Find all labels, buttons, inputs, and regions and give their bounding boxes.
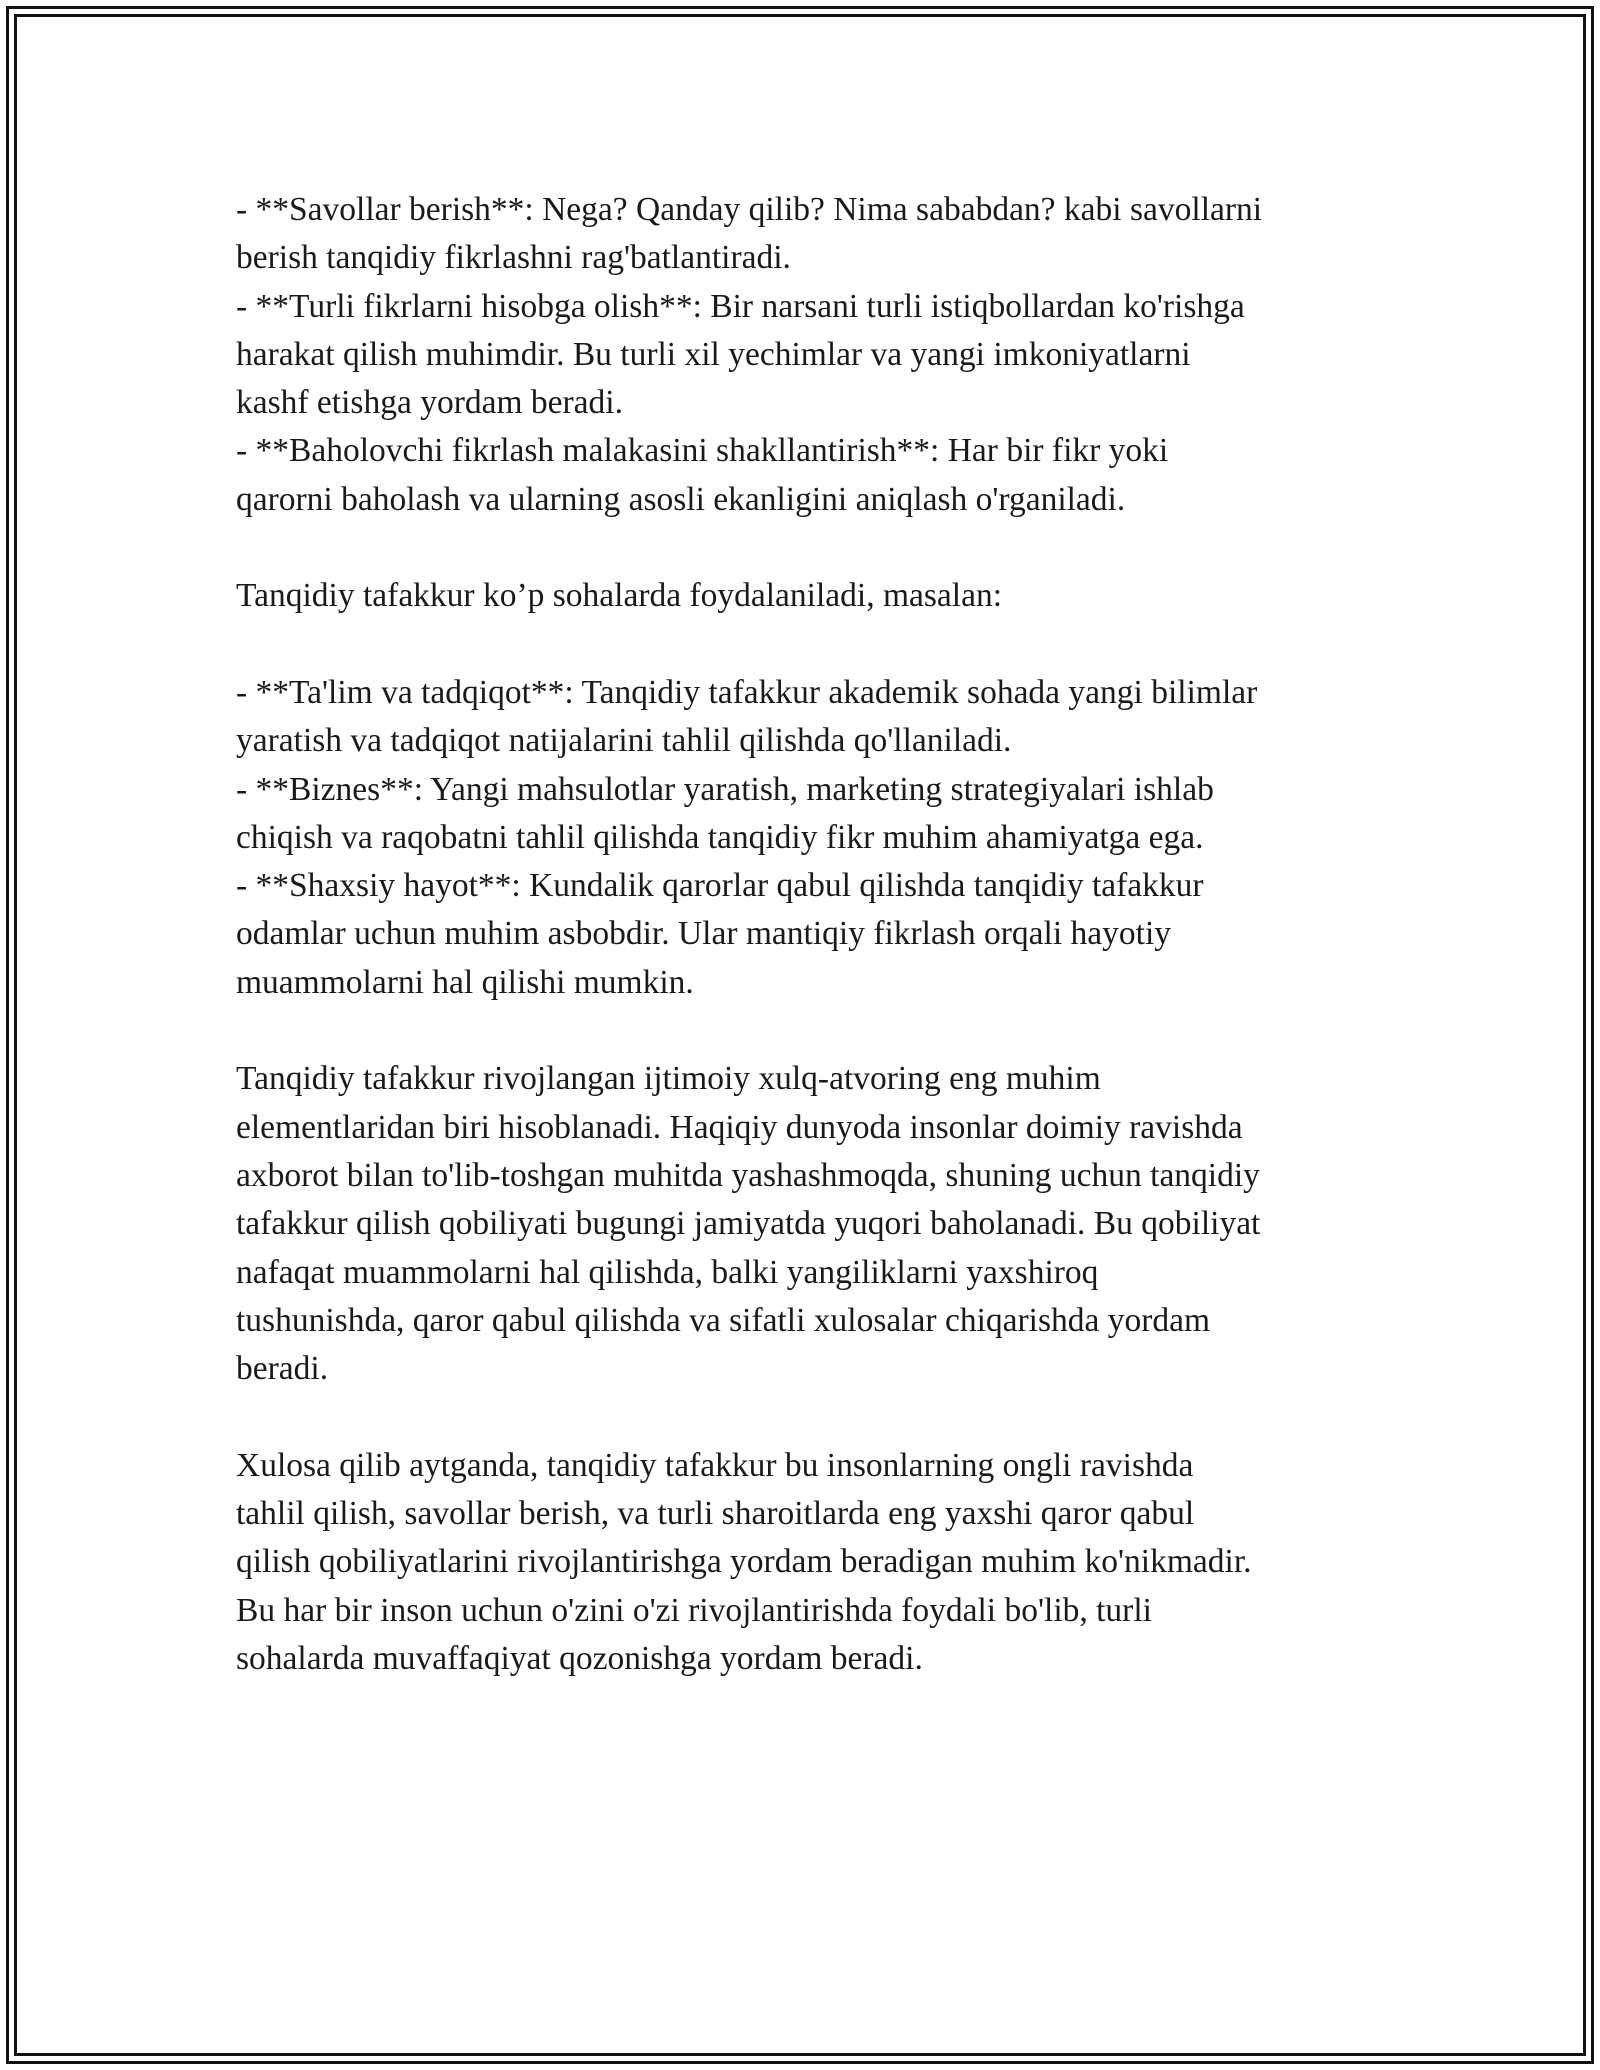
text-line: qarorni baholash va ularning asosli ekanligini aniqlash o'rganiladi. <box>236 480 1126 518</box>
text-line: elementlaridan biri hisoblanadi. Haqiqiy dunyoda insonlar doimiy ravishda <box>236 1108 1243 1146</box>
paragraph-spacer <box>236 1007 1386 1055</box>
text-line: Xulosa qilib aytganda, tanqidiy tafakkur bu insonlarning ongli ravishda <box>236 1446 1194 1484</box>
text-line: - **Savollar berish**: Nega? Qanday qilib? Nima sababdan? kabi savollarni <box>236 191 1263 228</box>
text-line: chiqish va raqobatni tahlil qilishda tanqidiy fikr muhim ahamiyatga ega. <box>236 818 1204 856</box>
text-line: qilish qobiliyatlarini rivojlantirishga yordam beradigan muhim ko'nikmadir. <box>236 1543 1252 1581</box>
text-line: muammolarni hal qilishi mumkin. <box>236 963 694 1001</box>
paragraph-spacer <box>236 1393 1386 1441</box>
text-line: beradi. <box>236 1350 329 1388</box>
text-line: - **Shaxsiy hayot**: Kundalik qarorlar qabul qilishda tanqidiy tafakkur <box>236 867 1204 905</box>
text-line: tushunishda, qaror qabul qilishda va sifatli xulosalar chiqarishda yordam <box>236 1301 1211 1339</box>
text-line: - **Baholovchi fikrlash malakasini shakllantirish**: Har bir fikr yoki <box>236 432 1169 470</box>
text-line: - **Ta'lim va tadqiqot**: Tanqidiy tafakkur akademik sohada yangi bilimlar <box>236 673 1258 711</box>
text-line: - **Biznes**: Yangi mahsulotlar yaratish, marketing strategiyalari ishlab <box>236 770 1214 808</box>
paragraph-spacer <box>236 524 1386 572</box>
text-line: odamlar uchun muhim asbobdir. Ular mantiqiy fikrlash orqali hayotiy <box>236 915 1172 953</box>
paragraph-questions-list <box>236 186 1386 524</box>
paragraph-usage-list <box>236 669 1386 1007</box>
text-line: tahlil qilish, savollar berish, va turli sharoitlarda eng yaxshi qaror qabul <box>236 1495 1195 1533</box>
text-line: nafaqat muammolarni hal qilishda, balki yangiliklarni yaxshiroq <box>236 1253 1099 1291</box>
text-line: sohalarda muvaffaqiyat qozonishga yordam beradi. <box>236 1639 923 1677</box>
text-line: Tanqidiy tafakkur rivojlangan ijtimoiy xulq-atvoring eng muhim <box>236 1060 1101 1098</box>
text-line: harakat qilish muhimdir. Bu turli xil yechimlar va yangi imkoniyatlarni <box>236 335 1191 373</box>
text-line: - **Turli fikrlarni hisobga olish**: Bir narsani turli istiqbollardan ko'rishga <box>236 287 1245 325</box>
text-line: berish tanqidiy fikrlashni rag'batlantiradi. <box>236 239 791 277</box>
paragraph-conclusion <box>236 1442 1386 1683</box>
paragraph-spacer <box>236 621 1386 669</box>
text-line: tafakkur qilish qobiliyati bugungi jamiyatda yuqori baholanadi. Bu qobiliyat <box>236 1205 1261 1243</box>
text-line: yaratish va tadqiqot natijalarini tahlil qilishda qo'llaniladi. <box>236 722 1012 760</box>
paragraph-social-importance <box>236 1055 1386 1393</box>
text-line: Tanqidiy tafakkur ko’p sohalarda foydalaniladi, masalan: <box>236 577 1003 615</box>
paragraph-usage-intro <box>236 572 1386 620</box>
text-line: axborot bilan to'lib-toshgan muhitda yashashmoqda, shuning uchun tanqidiy <box>236 1156 1260 1194</box>
text-line: Bu har bir inson uchun o'zini o'zi rivojlantirishda foydali bo'lib, turli <box>236 1591 1152 1629</box>
text-line: kashf etishga yordam beradi. <box>236 384 623 422</box>
document-body <box>236 186 1386 1683</box>
